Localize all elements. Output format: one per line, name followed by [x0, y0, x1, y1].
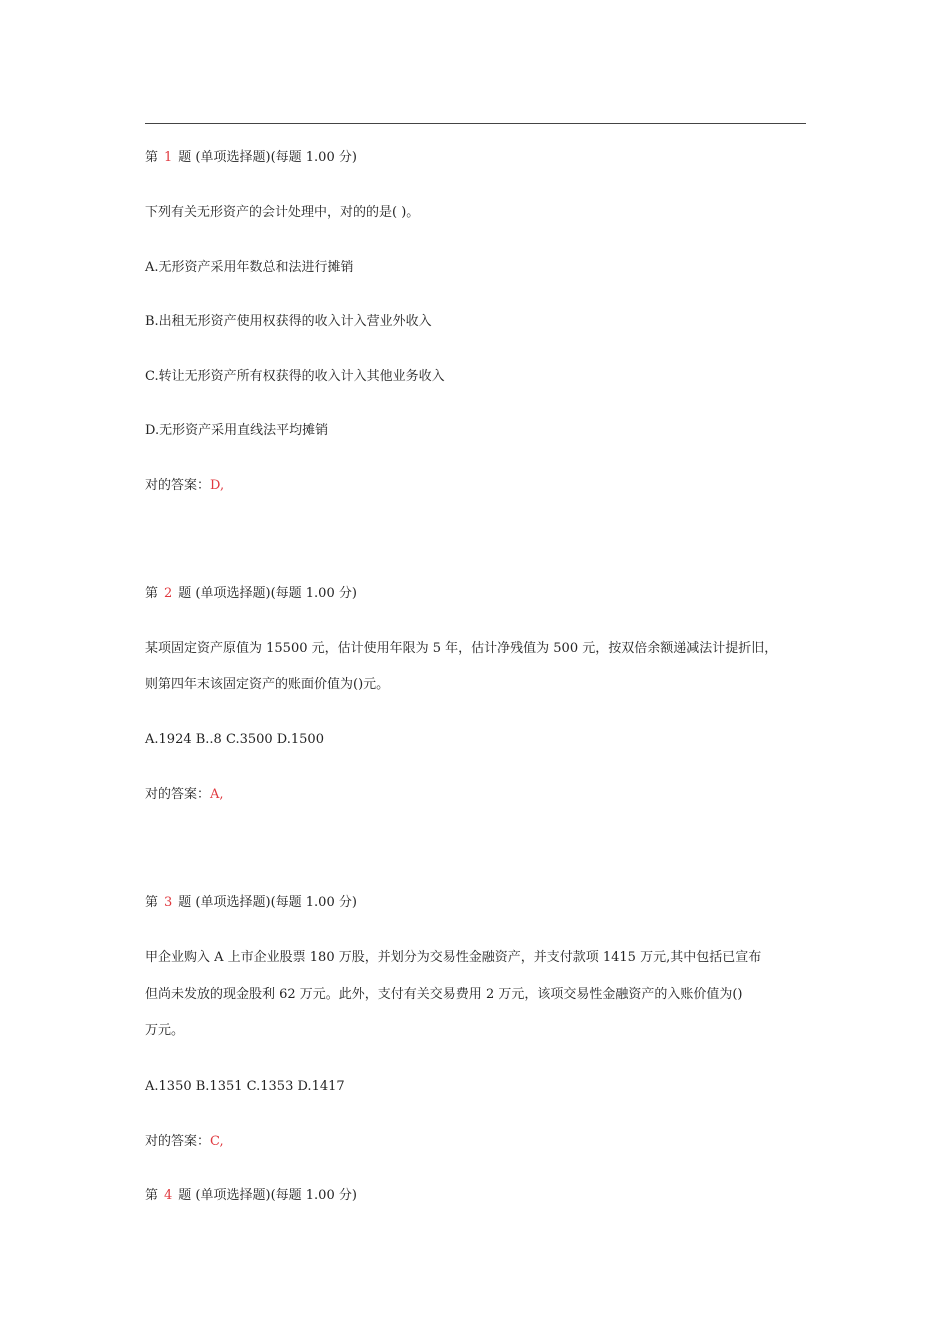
q1-answer — [145, 478, 224, 494]
q4-header — [145, 1188, 357, 1204]
q3-type: 题 (单项选择题)(每题 1.00 分) — [178, 895, 357, 910]
q2-stem-line-2: 则第四年末该固定资产的账面价值为()元。 — [145, 677, 390, 692]
q3-options: A.1350 B.1351 C.1353 D.1417 — [145, 1079, 345, 1094]
q2-answer-value: A, — [210, 787, 224, 802]
q2-header — [145, 586, 357, 602]
q2-answer — [145, 787, 224, 803]
top-divider — [145, 123, 806, 124]
q3-answer-label: 对的答案： — [145, 1134, 211, 1149]
q3-stem-line-2: 但尚未发放的现金股利 62 万元。此外，支付有关交易费用 2 万元，该项交易性金融资产的入账价值为() — [145, 987, 743, 1002]
q2-stem-line-1: 某项固定资产原值为 15500 元，估计使用年限为 5 年，估计净残值为 500 元，按双倍余额递减法计提折旧， — [145, 641, 778, 656]
q2-prefix: 第 — [145, 586, 159, 601]
q1-answer-label: 对的答案： — [145, 478, 211, 493]
q1-type: 题 (单项选择题)(每题 1.00 分) — [178, 150, 357, 165]
q1-option-b: B.出租无形资产使用权获得的收入计入营业外收入 — [145, 314, 432, 329]
q3-stem-line-1: 甲企业购入 A 上市企业股票 180 万股，并划分为交易性金融资产，并支付款项 1415 万元,其中包括已宣布 — [145, 950, 762, 965]
q1-answer-value: D, — [210, 478, 225, 493]
q2-answer-label: 对的答案： — [145, 787, 211, 802]
q1-header — [145, 150, 357, 166]
q2-type: 题 (单项选择题)(每题 1.00 分) — [178, 586, 357, 601]
q3-number: 3 — [164, 895, 173, 910]
q3-stem-line-3: 万元。 — [145, 1023, 185, 1038]
q4-number: 4 — [164, 1188, 173, 1203]
q1-prefix: 第 — [145, 150, 159, 165]
q1-stem: 下列有关无形资产的会计处理中，对的的是( )。 — [145, 205, 420, 220]
q3-answer-value: C, — [210, 1134, 224, 1149]
q3-header — [145, 895, 357, 911]
q1-option-d: D.无形资产采用直线法平均摊销 — [145, 423, 329, 438]
q3-answer — [145, 1134, 224, 1150]
q4-prefix: 第 — [145, 1188, 159, 1203]
q2-number: 2 — [164, 586, 173, 601]
q1-option-c: C.转让无形资产所有权获得的收入计入其他业务收入 — [145, 369, 445, 384]
q4-type: 题 (单项选择题)(每题 1.00 分) — [178, 1188, 357, 1203]
q2-options: A.1924 B..8 C.3500 D.1500 — [145, 732, 324, 747]
q1-option-a: A.无形资产采用年数总和法进行摊销 — [145, 260, 354, 275]
q3-prefix: 第 — [145, 895, 159, 910]
q1-number: 1 — [164, 150, 173, 165]
